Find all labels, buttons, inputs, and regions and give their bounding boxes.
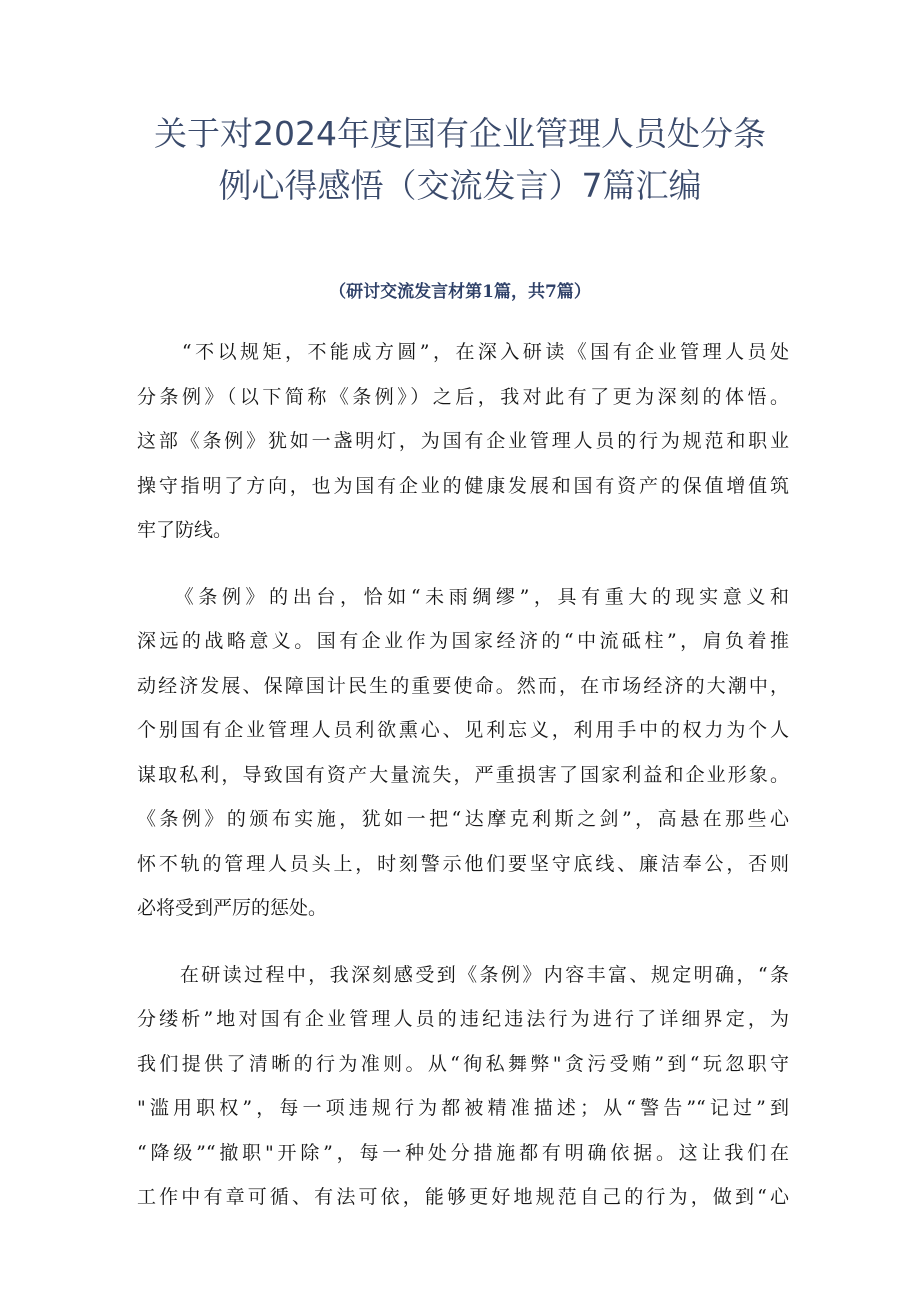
paragraph-1 xyxy=(137,330,789,553)
paragraph-line: 个别国有企业管理人员利欲熏心、见利忘义，利用手中的权力为个人 xyxy=(137,719,789,741)
document-title xyxy=(100,108,820,212)
paragraph-line: 怀不轨的管理人员头上，时刻警示他们要坚守底线、廉洁奉公，否则 xyxy=(137,852,789,875)
paragraph-line: 《条例》的颁布实施，犹如一把“达摩克利斯之剑”，高悬在那些心 xyxy=(137,808,789,830)
document-subtitle: （研讨交流发言材第1篇，共7篇） xyxy=(329,282,591,302)
paragraph-line: 在研读过程中，我深刻感受到《条例》内容丰富、规定明确，“条 xyxy=(137,963,789,986)
paragraph-3 xyxy=(137,953,789,1220)
paragraph-line: 谋取私利，导致国有资产大量流失，严重损害了国家利益和企业形象。 xyxy=(137,763,789,786)
paragraph-line: "滥用职权”，每一项违规行为都被精准描述；从“警告”“记过”到 xyxy=(137,1097,789,1119)
paragraph-line: 操守指明了方向，也为国有企业的健康发展和国有资产的保值增值筑 xyxy=(137,474,789,497)
paragraph-line: 必将受到严厉的惩处。 xyxy=(137,897,328,919)
paragraph-line: 《条例》的出台，恰如“未雨绸缪”，具有重大的现实意义和 xyxy=(137,585,789,608)
paragraph-line: 动经济发展、保障国计民生的重要使命。然而，在市场经济的大潮中， xyxy=(137,674,789,697)
paragraph-line: 深远的战略意义。国有企业作为国家经济的“中流砥柱”，肩负着推 xyxy=(137,630,789,652)
document-body xyxy=(137,330,789,1242)
paragraph-2 xyxy=(137,575,789,931)
title-line-1: 关于对2024年度国有企业管理人员处分条 xyxy=(154,114,766,153)
paragraph-line: 分条例》（以下简称《条例》）之后，我对此有了更为深刻的体悟。 xyxy=(137,385,789,408)
paragraph-line: “不以规矩，不能成方圆”，在深入研读《国有企业管理人员处 xyxy=(137,341,789,363)
paragraph-line: 这部《条例》犹如一盏明灯，为国有企业管理人员的行为规范和职业 xyxy=(137,430,789,452)
paragraph-line: 我们提供了清晰的行为准则。从“徇私舞弊"贪污受贿”到“玩忽职守 xyxy=(137,1052,789,1075)
title-line-2: 例心得感悟（交流发言）7篇汇编 xyxy=(218,166,702,205)
paragraph-line: “降级”“撤职"开除”，每一种处分措施都有明确依据。这让我们在 xyxy=(137,1141,789,1164)
paragraph-line: 工作中有章可循、有法可依，能够更好地规范自己的行为，做到“心 xyxy=(137,1186,789,1208)
paragraph-line: 牢了防线。 xyxy=(137,519,233,541)
paragraph-line: 分缕析”地对国有企业管理人员的违纪违法行为进行了详细界定，为 xyxy=(137,1008,789,1030)
